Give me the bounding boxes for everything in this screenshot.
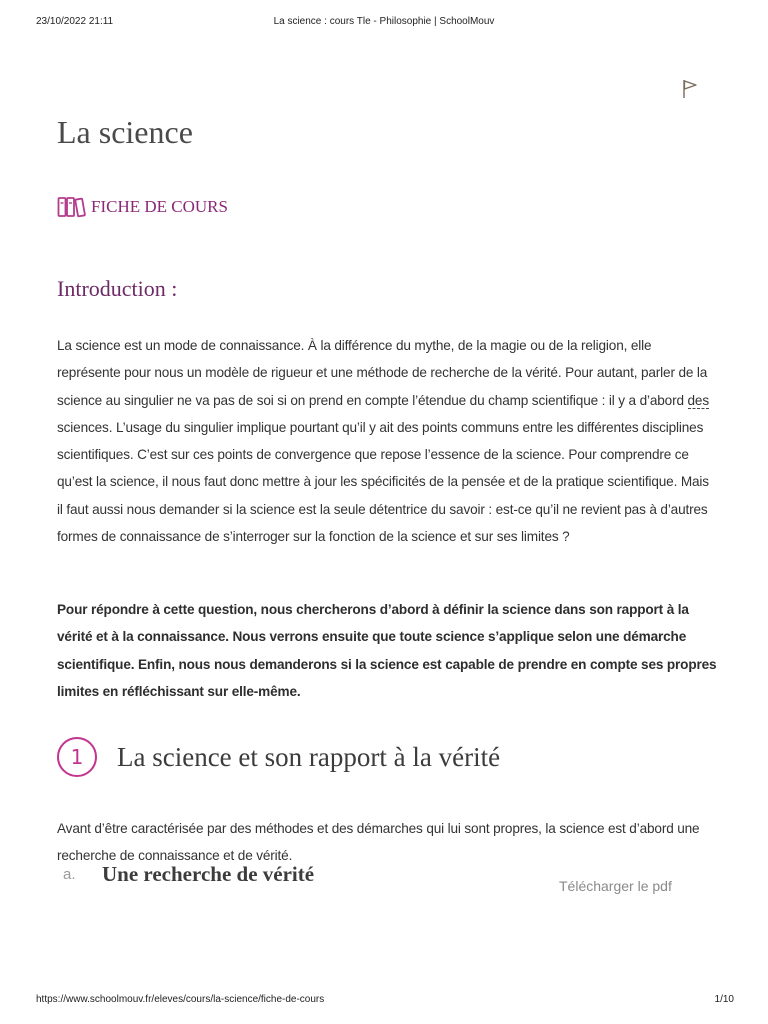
print-page-number: 1/10 [714,994,734,1005]
print-doc-title: La science : cours Tle - Philosophie | SchoolMouv [273,16,495,27]
section-1-title: La science et son rapport à la vérité [117,741,501,772]
plan-paragraph: Pour répondre à cette question, nous chercherons d’abord à définir la science dans son rapport à la vérité et à la connaissance. Nous verrons ensuite que toute science s’applique selon une démarche scientifique. Enfin, nous nous demanderons si la science est capable de prendre en compte ses propres limites en réfléchissant sur elle-même. [57,602,717,699]
books-icon [57,196,87,218]
intro-paragraph-part-1: La science est un mode de connaissance. À la différence du mythe, de la magie ou de la religion, elle représente pour nous un modèle de rigueur et une méthode de recherche de la vérité. Pour autant, parler de la science au singulier ne va pas de soi si on prend en compte l’étendue du champ scientifique : il y a d’abord [57,338,708,408]
print-footer [0,994,768,1008]
page-title: La science [57,114,193,150]
subsection-a-heading [63,860,314,888]
subsection-letter: a. [63,865,76,883]
fiche-badge [57,195,228,219]
intro-heading: Introduction : [57,276,178,301]
subsection-a-title: Une recherche de vérité [102,861,315,886]
print-header [0,16,768,30]
flag-icon[interactable] [680,78,700,100]
fiche-label: FICHE DE COURS [91,197,228,216]
section-1-paragraph: Avant d’être caractérisée par des méthodes et des démarches qui lui sont propres, la science est d’abord une recherche de connaissance et de vérité. [57,821,700,864]
intro-paragraph [57,332,717,550]
section-number-badge: 1 [57,737,97,777]
print-url: https://www.schoolmouv.fr/eleves/cours/la-science/fiche-de-cours [36,994,325,1005]
intro-paragraph-part-2: sciences. L’usage du singulier implique pourtant qu’il y ait des points communs entre les différentes disciplines scientifiques. C’est sur ces points de convergence que repose l’essence de la science. Pour comprendre ce qu’est la science, il nous faut donc mettre à jour les spécificités de la pensée et de la pratique scientifique. Mais il faut aussi nous demander si la science est la seule détentrice du savoir : est-ce qu’il ne revient pas à d’autres formes de connaissance de s’interroger sur la fonction de la science et sur ses limites ? [57,419,709,545]
download-pdf-link[interactable]: Télécharger le pdf [559,878,672,894]
print-date: 23/10/2022 21:11 [36,16,114,27]
section-1-heading [57,737,500,777]
definition-term-des[interactable]: des [687,392,709,408]
